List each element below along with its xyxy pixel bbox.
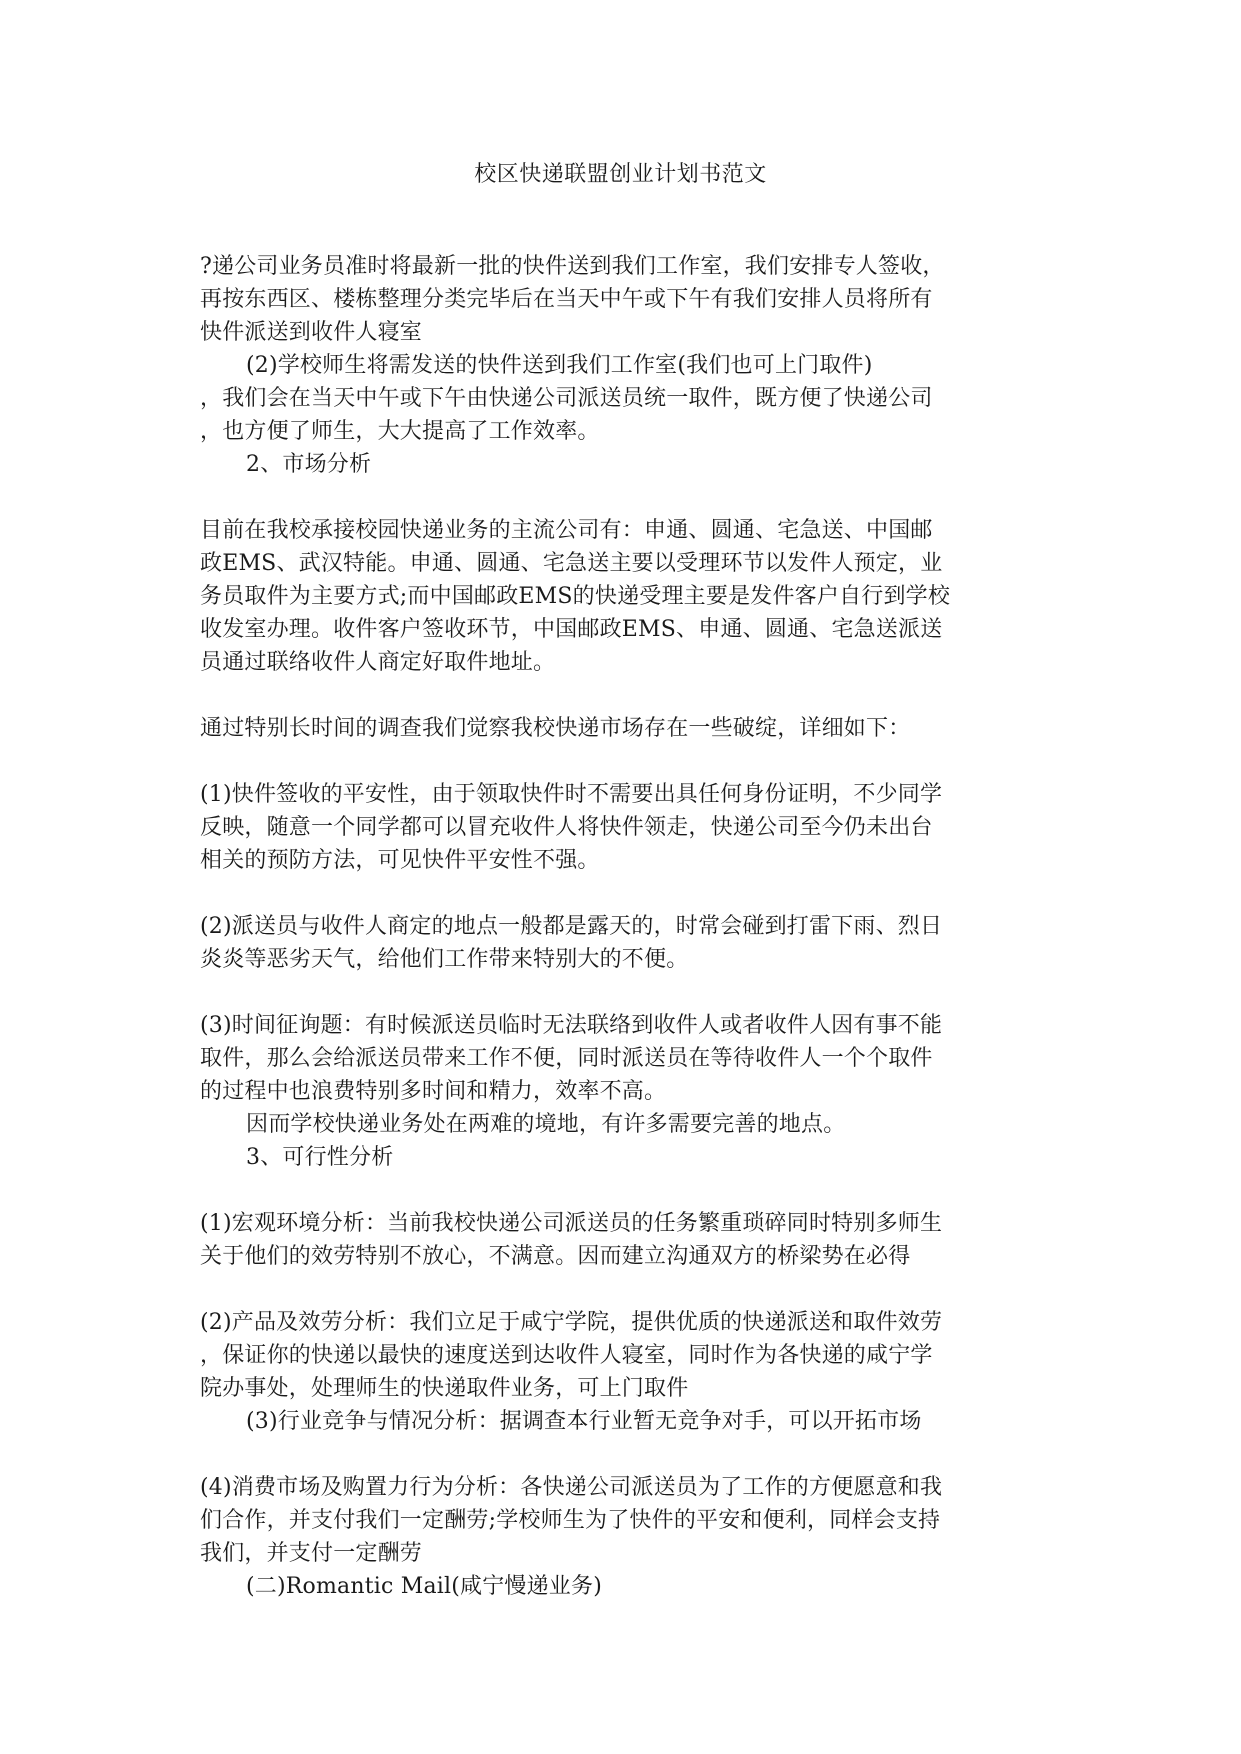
text-line: 员通过联络收件人商定好取件地址。 bbox=[200, 650, 556, 675]
text-line: (3)行业竞争与情况分析：据调查本行业暂无竞争对手，可以开拓市场 bbox=[246, 1409, 922, 1434]
paragraph bbox=[200, 382, 1040, 448]
text-line: 政EMS、武汉特能。申通、圆通、宅急送主要以受理环节以发件人预定，业 bbox=[200, 551, 943, 576]
paragraph bbox=[200, 1570, 1040, 1603]
text-line: 取件，那么会给派送员带来工作不便，同时派送员在等待收件人一个个取件 bbox=[200, 1046, 933, 1071]
text-line: 快件派送到收件人寝室 bbox=[200, 320, 423, 345]
text-line: 关于他们的效劳特别不放心，不满意。因而建立沟通双方的桥梁势在必得 bbox=[200, 1244, 911, 1269]
paragraph bbox=[200, 910, 1040, 976]
text-line: ?递公司业务员准时将最新一批的快件送到我们工作室，我们安排专人签收， bbox=[200, 254, 945, 279]
text-line: (4)消费市场及购置力行为分析：各快递公司派送员为了工作的方便愿意和我 bbox=[200, 1475, 943, 1500]
paragraph bbox=[200, 1141, 1040, 1174]
paragraph bbox=[200, 448, 1040, 481]
text-line: ，也方便了师生，大大提高了工作效率。 bbox=[200, 419, 600, 444]
paragraph-spacer bbox=[200, 976, 1040, 1009]
text-line: 再按东西区、楼栋整理分类完毕后在当天中午或下午有我们安排人员将所有 bbox=[200, 287, 933, 312]
paragraph bbox=[200, 1207, 1040, 1273]
text-line: 院办事处，处理师生的快递取件业务，可上门取件 bbox=[200, 1376, 689, 1401]
paragraph bbox=[200, 349, 1040, 382]
text-line: (2)产品及效劳分析：我们立足于咸宁学院，提供优质的快递派送和取件效劳 bbox=[200, 1310, 943, 1335]
paragraph-spacer bbox=[200, 679, 1040, 712]
paragraph-spacer bbox=[200, 745, 1040, 778]
text-line: 相关的预防方法，可见快件平安性不强。 bbox=[200, 848, 600, 873]
text-line: ，保证你的快递以最快的速度送到达收件人寝室，同时作为各快递的咸宁学 bbox=[200, 1343, 933, 1368]
text-line: 通过特别长时间的调查我们觉察我校快递市场存在一些破绽，详细如下： bbox=[200, 716, 911, 741]
text-line: 因而学校快递业务处在两难的境地，有许多需要完善的地点。 bbox=[246, 1112, 846, 1137]
paragraph-spacer bbox=[200, 481, 1040, 514]
text-line: 目前在我校承接校园快递业务的主流公司有：申通、圆通、宅急送、中国邮 bbox=[200, 518, 933, 543]
text-line: ，我们会在当天中午或下午由快递公司派送员统一取件，既方便了快递公司 bbox=[200, 386, 933, 411]
text-line: (2)学校师生将需发送的快件送到我们工作室(我们也可上门取件) bbox=[246, 353, 873, 378]
text-line: 务员取件为主要方式;而中国邮政EMS的快递受理主要是发件客户自行到学校 bbox=[200, 584, 951, 609]
paragraph bbox=[200, 1405, 1040, 1438]
paragraph-spacer bbox=[200, 1174, 1040, 1207]
paragraph bbox=[200, 514, 1040, 679]
paragraph-spacer bbox=[200, 1273, 1040, 1306]
paragraph-spacer bbox=[200, 877, 1040, 910]
text-line: (二)Romantic Mail(咸宁慢递业务) bbox=[246, 1574, 602, 1599]
text-line: (3)时间征询题：有时候派送员临时无法联络到收件人或者收件人因有事不能 bbox=[200, 1013, 943, 1038]
text-line: 收发室办理。收件客户签收环节，中国邮政EMS、申通、圆通、宅急送派送 bbox=[200, 617, 943, 642]
text-line: 2、市场分析 bbox=[246, 452, 372, 477]
paragraph bbox=[200, 1306, 1040, 1405]
paragraph bbox=[200, 778, 1040, 877]
text-line: 的过程中也浪费特别多时间和精力，效率不高。 bbox=[200, 1079, 667, 1104]
document-title: 校区快递联盟创业计划书范文 bbox=[474, 162, 767, 187]
text-line: 3、可行性分析 bbox=[246, 1145, 394, 1170]
paragraph bbox=[200, 1009, 1040, 1108]
text-line: 反映，随意一个同学都可以冒充收件人将快件领走，快递公司至今仍未出台 bbox=[200, 815, 933, 840]
text-line: (1)快件签收的平安性，由于领取快件时不需要出具任何身份证明，不少同学 bbox=[200, 782, 943, 807]
paragraph bbox=[200, 250, 1040, 349]
paragraph bbox=[200, 1471, 1040, 1570]
paragraph bbox=[200, 1108, 1040, 1141]
paragraph bbox=[200, 712, 1040, 745]
text-line: 炎炎等恶劣天气，给他们工作带来特别大的不便。 bbox=[200, 947, 689, 972]
paragraph-spacer bbox=[200, 1438, 1040, 1471]
text-line: 们合作，并支付我们一定酬劳;学校师生为了快件的平安和便利，同样会支持 bbox=[200, 1508, 941, 1533]
text-line: (2)派送员与收件人商定的地点一般都是露天的，时常会碰到打雷下雨、烈日 bbox=[200, 914, 943, 939]
text-line: (1)宏观环境分析：当前我校快递公司派送员的任务繁重琐碎同时特别多师生 bbox=[200, 1211, 943, 1236]
text-line: 我们，并支付一定酬劳 bbox=[200, 1541, 423, 1566]
document-body bbox=[200, 250, 1040, 1603]
